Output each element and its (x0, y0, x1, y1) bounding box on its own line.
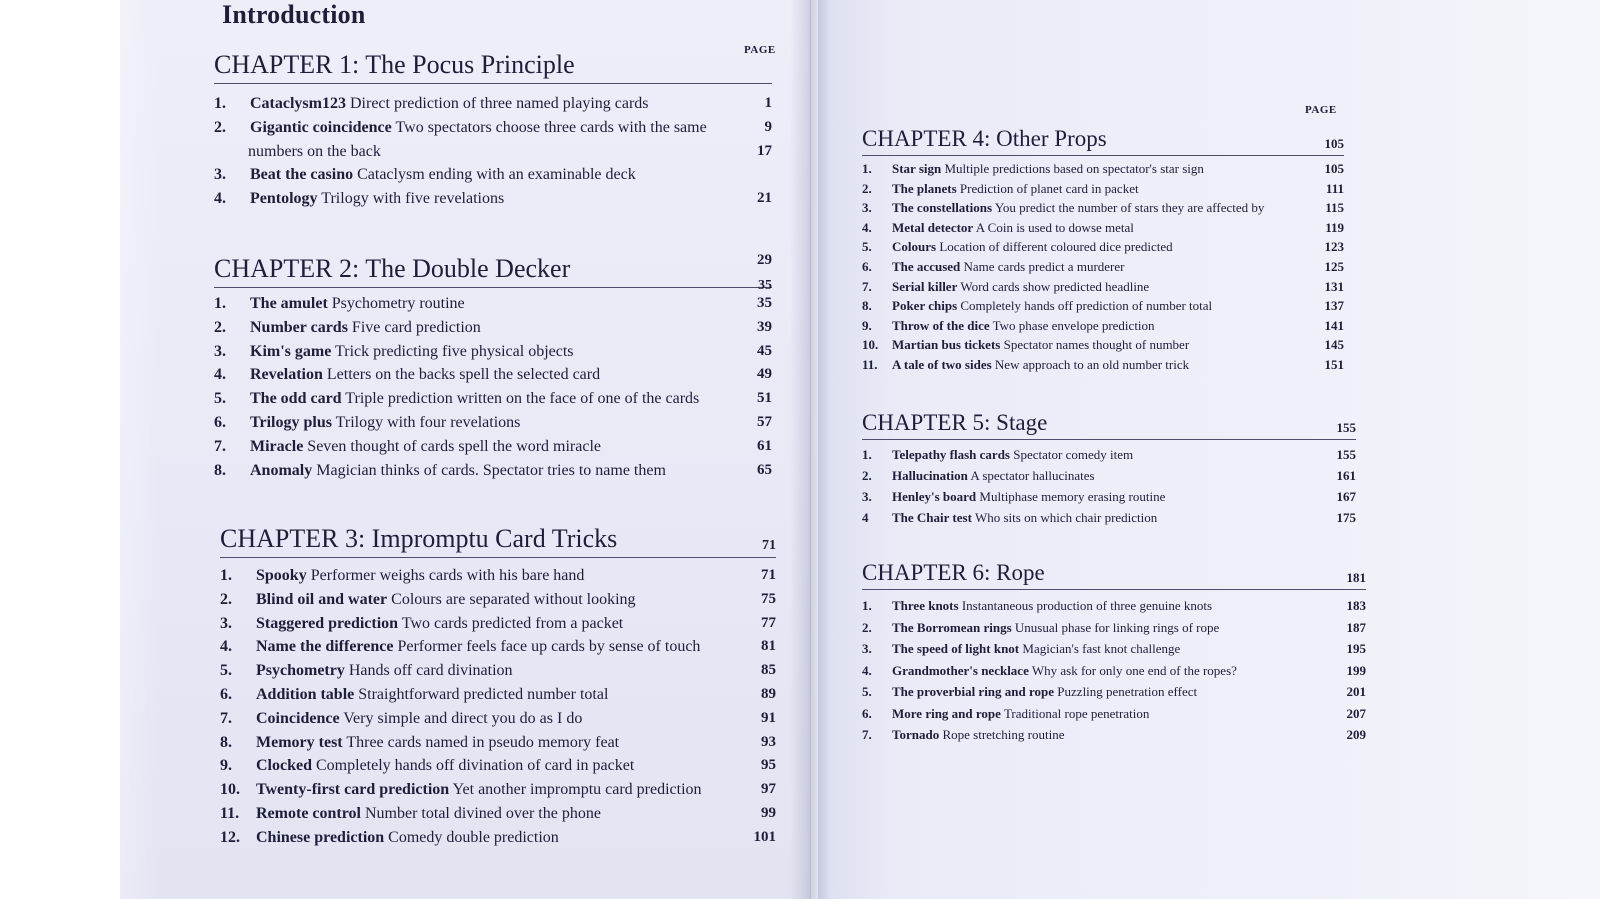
chapter-page-number: 181 (1346, 570, 1366, 585)
entry-page-number: 85 (761, 662, 776, 679)
entry-number: 2. (862, 180, 872, 196)
chapter-5 (862, 404, 1356, 528)
entry-name: Poker chips (892, 298, 958, 314)
entry-name: Cataclysm123 (250, 95, 346, 112)
toc-entry[interactable] (220, 635, 776, 659)
entry-name: Beat the casino (250, 166, 354, 184)
entry-page-number: 187 (1346, 619, 1366, 635)
entry-number: 5. (214, 390, 226, 408)
entry-page-number: 93 (761, 733, 776, 750)
entry-number: 3. (862, 641, 872, 656)
entry-name: Remote control (256, 804, 361, 822)
toc-entry[interactable] (214, 340, 772, 364)
entry-page-number: 65 (757, 461, 772, 478)
entry-name: Psychometry (256, 662, 345, 680)
entry-description: Traditional rope penetration (1000, 705, 1150, 721)
entry-page-number: 183 (1346, 598, 1366, 613)
entry-name: The odd card (250, 390, 342, 408)
orphan-page-number: 29 (757, 252, 772, 268)
chapter-page-number: 105 (1324, 136, 1344, 151)
entry-page-number: 57 (757, 413, 772, 430)
toc-entry[interactable] (862, 316, 1344, 336)
toc-entry[interactable] (214, 163, 772, 187)
entry-number: 1. (862, 161, 872, 176)
entry-name: A tale of two sides (892, 356, 992, 372)
entry-description: Trilogy with four revelations (331, 413, 521, 431)
entry-list (214, 92, 772, 211)
entry-page-number: 175 (1336, 510, 1356, 525)
entry-description: Three cards named in pseudo memory feat (342, 733, 620, 751)
page-column-label-right: PAGE (1305, 104, 1337, 116)
chapter-page-number: 35 (758, 278, 772, 293)
toc-entry[interactable] (862, 638, 1366, 660)
left-edge-fade (0, 0, 160, 899)
entry-description: Yet another impromptu card prediction (449, 781, 702, 799)
toc-entry[interactable] (862, 660, 1366, 682)
entry-number: 6. (862, 258, 872, 274)
toc-entry[interactable] (862, 355, 1344, 375)
entry-page-number: 35 (757, 295, 772, 311)
entry-description: Seven thought of cards spell the word miracle (303, 437, 601, 455)
entry-number: 2. (220, 590, 232, 608)
chapter-header (862, 554, 1366, 586)
toc-entry[interactable] (220, 659, 776, 683)
entry-name: Revelation (250, 366, 323, 384)
entry-number: 4. (862, 219, 872, 235)
entry-number: 4. (214, 366, 226, 384)
entry-description: Trilogy with five revelations (317, 190, 505, 208)
entry-list (220, 564, 776, 850)
entry-description: Two spectators choose three cards with the same (391, 118, 707, 136)
entry-list (862, 159, 1344, 375)
entry-name: Addition table (256, 685, 355, 703)
entry-description: Spectator names thought of number (1000, 337, 1190, 353)
entry-description: Completely hands off divination of card in packet (312, 757, 635, 775)
entry-description: Magician's fast knot challenge (1019, 641, 1181, 656)
toc-entry[interactable] (862, 179, 1344, 199)
toc-entry[interactable] (220, 612, 776, 636)
entry-description: A spectator hallucinates (967, 468, 1095, 483)
chapter-rule (214, 287, 772, 288)
entry-number: 10. (220, 781, 240, 799)
chapter-title: CHAPTER 3: Impromptu Card Tricks (220, 524, 618, 553)
entry-number: 4. (862, 662, 872, 678)
entry-number: 5. (220, 662, 232, 680)
toc-entry[interactable] (862, 296, 1344, 316)
entry-description: Instantaneous production of three genuine knots (958, 598, 1213, 613)
entry-name: The proverbial ring and rope (892, 684, 1055, 699)
toc-entry[interactable] (862, 703, 1366, 725)
entry-description: Performer feels face up cards by sense of touch (393, 638, 701, 656)
chapter-title: CHAPTER 2: The Double Decker (214, 254, 571, 283)
entry-number: 2. (862, 619, 872, 635)
page-column-label-left: PAGE (744, 44, 776, 56)
chapter-2 (214, 250, 772, 482)
entry-number: 2. (214, 318, 226, 336)
toc-entry[interactable] (214, 187, 772, 211)
entry-name: The amulet (250, 295, 328, 312)
entry-page-number: 131 (1324, 278, 1344, 294)
entry-number: 4 (862, 510, 869, 525)
toc-entry[interactable] (214, 459, 772, 483)
entry-description: Comedy double prediction (384, 828, 559, 846)
entry-description: New approach to an old number trick (991, 356, 1190, 372)
entry-description: Two cards predicted from a packet (398, 614, 624, 632)
chapter-4 (862, 120, 1344, 375)
entry-description: Performer weighs cards with his bare hand (306, 567, 585, 584)
entry-page-number: 123 (1324, 239, 1344, 255)
entry-description: Psychometry routine (327, 295, 465, 312)
toc-entry[interactable] (862, 159, 1344, 179)
entry-description: Direct prediction of three named playing cards (345, 95, 649, 112)
entry-description: Number total divined over the phone (361, 804, 601, 822)
entry-page-number: 105 (1324, 161, 1344, 176)
entry-page-number: 201 (1346, 684, 1366, 699)
chapter-title: CHAPTER 4: Other Props (862, 126, 1107, 151)
entry-name: Number cards (250, 318, 348, 336)
entry-description: Five card prediction (347, 318, 481, 336)
entry-page-number: 81 (761, 638, 776, 655)
entry-name: The Chair test (892, 510, 972, 525)
toc-entry[interactable] (214, 292, 772, 316)
entry-name: Twenty-first card prediction (256, 781, 450, 799)
chapter-rule (862, 155, 1344, 156)
entry-description: A Coin is used to dowse metal (973, 219, 1134, 235)
entry-name: Henley's board (892, 489, 977, 504)
chapter-title: CHAPTER 1: The Pocus Principle (214, 50, 575, 79)
entry-name: The planets (892, 180, 957, 196)
entry-page-number: 111 (1325, 180, 1344, 196)
toc-entry[interactable] (220, 707, 776, 731)
entry-page-number: 89 (761, 685, 776, 702)
toc-entry[interactable] (220, 754, 776, 778)
toc-entry[interactable] (862, 277, 1344, 297)
toc-entry[interactable] (220, 588, 776, 612)
entry-page-number: 61 (757, 437, 772, 454)
toc-entry[interactable] (214, 435, 772, 459)
toc-entry[interactable] (862, 218, 1344, 238)
toc-entry[interactable] (862, 465, 1356, 486)
entry-description: Straightforward predicted number total (354, 685, 609, 703)
entry-number: 7. (862, 727, 872, 742)
toc-entry[interactable] (220, 683, 776, 707)
entry-page-number: 101 (753, 828, 776, 845)
toc-entry[interactable] (220, 826, 776, 850)
entry-description: Triple prediction written on the face of one of the cards (341, 390, 700, 408)
toc-entry[interactable] (220, 802, 776, 826)
toc-entry[interactable] (862, 257, 1344, 277)
entry-name: Name the difference (256, 638, 394, 656)
page-heading: Introduction (222, 0, 366, 29)
entry-name: The accused (892, 258, 961, 274)
entry-page-number: 51 (757, 390, 772, 407)
entry-number: 10. (862, 337, 879, 353)
toc-entry[interactable] (862, 724, 1366, 746)
entry-page-number: 145 (1324, 337, 1344, 353)
entry-number: 6. (220, 685, 232, 703)
entry-number: 1. (220, 567, 232, 584)
entry-number: 5. (862, 684, 872, 699)
entry-page-number: 17 (757, 142, 772, 159)
entry-description: Hands off card divination (344, 662, 513, 680)
toc-entry[interactable] (220, 564, 776, 588)
entry-number: 6. (862, 705, 872, 721)
entry-page-number: 195 (1346, 641, 1366, 656)
entry-description: Multiphase memory erasing routine (976, 489, 1166, 504)
entry-page-number: 39 (757, 318, 772, 335)
entry-description: Very simple and direct you do as I do (339, 709, 583, 727)
toc-entry[interactable] (862, 595, 1366, 617)
entry-name: Trilogy plus (250, 413, 332, 431)
entry-number: 7. (220, 709, 232, 727)
toc-entry[interactable] (862, 486, 1356, 507)
entry-number: 3. (214, 342, 226, 360)
chapter-header (220, 520, 776, 554)
entry-number: 11. (862, 356, 878, 372)
toc-entry[interactable] (214, 411, 772, 435)
entry-number: 5. (862, 239, 872, 255)
entry-number: 7. (214, 437, 226, 455)
entry-description: Trick predicting five physical objects (331, 342, 574, 360)
entry-page-number: 71 (761, 567, 776, 583)
entry-name: Colours (892, 239, 937, 255)
entry-number: 1. (862, 447, 872, 462)
entry-name: Gigantic coincidence (250, 118, 392, 136)
entry-name: Star sign (892, 161, 942, 176)
entry-description: Completely hands off prediction of number total (957, 298, 1213, 314)
entry-page-number: 115 (1325, 200, 1344, 216)
entry-name: Metal detector (892, 219, 974, 235)
entry-name: Martian bus tickets (892, 337, 1001, 353)
entry-name: Kim's game (250, 342, 332, 360)
entry-name: The Borromean rings (892, 619, 1012, 635)
entry-name: Pentology (250, 190, 318, 208)
entry-description: Cataclysm ending with an examinable deck (353, 166, 636, 184)
entry-description: Colours are separated without looking (387, 590, 636, 608)
toc-entry[interactable] (214, 316, 772, 340)
entry-name: The constellations (892, 200, 993, 216)
entry-page-number: 199 (1346, 662, 1366, 678)
entry-number: 8. (862, 298, 872, 314)
entry-page-number: 77 (761, 614, 776, 631)
entry-description: Prediction of planet card in packet (956, 180, 1139, 196)
chapter-page-number: 71 (762, 538, 776, 553)
toc-entry[interactable] (862, 335, 1344, 355)
toc-entry[interactable] (220, 778, 776, 802)
entry-name: Hallucination (892, 468, 968, 483)
chapter-page-number: 155 (1336, 420, 1356, 435)
entry-name: Staggered prediction (256, 614, 399, 632)
entry-page-number: 167 (1336, 489, 1356, 504)
toc-entry[interactable] (220, 731, 776, 755)
entry-page-number: 99 (761, 804, 776, 821)
entry-number: 1. (214, 95, 226, 112)
toc-entry[interactable] (214, 92, 772, 116)
chapter-rule (862, 439, 1356, 440)
entry-number: 7. (862, 278, 872, 294)
entry-page-number: 49 (757, 366, 772, 383)
chapter-1 (214, 46, 772, 268)
entry-page-number: 97 (761, 781, 776, 798)
entry-number: 1. (862, 598, 872, 613)
entry-list (862, 595, 1366, 746)
chapter-header (862, 120, 1344, 152)
entry-number: 3. (214, 166, 226, 184)
entry-number: 12. (220, 828, 240, 846)
chapter-header (214, 46, 772, 80)
entry-name: Tornado (892, 727, 940, 742)
entry-page-number: 1 (764, 95, 772, 111)
entry-description: You predict the number of stars they are affected by (992, 200, 1265, 216)
toc-entry[interactable] (214, 387, 772, 411)
entry-description: Unusual phase for linking rings of rope (1011, 619, 1220, 635)
entry-name: Throw of the dice (892, 317, 990, 333)
entry-page-number: 137 (1324, 298, 1344, 314)
entry-description: Name cards predict a murderer (960, 258, 1125, 274)
entry-description: Puzzling penetration effect (1054, 684, 1198, 699)
toc-entry[interactable] (862, 237, 1344, 257)
chapter-rule (214, 83, 772, 84)
entry-name: Anomaly (250, 461, 313, 479)
chapter-6 (862, 554, 1366, 746)
entry-number: 2. (862, 468, 872, 483)
entry-name: Chinese prediction (256, 828, 385, 846)
entry-number: 3. (862, 489, 872, 504)
entry-number: 2. (214, 118, 226, 136)
entry-name: Memory test (256, 733, 343, 751)
entry-name: Serial killer (892, 278, 958, 294)
entry-list (862, 444, 1356, 528)
entry-description: Word cards show predicted headline (957, 278, 1150, 294)
entry-description-continued: numbers on the back (248, 142, 381, 160)
entry-number: 3. (862, 200, 872, 216)
chapter-header (862, 404, 1356, 436)
entry-page-number: 155 (1336, 447, 1356, 462)
entry-name: Blind oil and water (256, 590, 388, 608)
entry-name: Coincidence (256, 709, 340, 727)
chapter-rule (220, 557, 776, 558)
entry-description: Magician thinks of cards. Spectator tries to name them (312, 461, 666, 479)
toc-entry-continuation[interactable] (214, 140, 772, 164)
entry-number: 4. (220, 638, 232, 656)
entry-page-number: 125 (1324, 258, 1344, 274)
entry-number: 11. (220, 804, 240, 822)
entry-description: Rope stretching routine (939, 727, 1065, 742)
entry-page-number: 45 (757, 342, 772, 359)
toc-entry[interactable] (862, 444, 1356, 465)
toc-entry[interactable] (862, 198, 1344, 218)
entry-number: 4. (214, 190, 226, 208)
entry-page-number: 95 (761, 757, 776, 774)
entry-page-number: 75 (761, 590, 776, 607)
entry-name: Three knots (892, 598, 959, 613)
entry-page-number: 119 (1325, 219, 1344, 235)
entry-number: 8. (214, 461, 226, 479)
entry-name: More ring and rope (892, 705, 1001, 721)
entry-description: Spectator comedy item (1009, 447, 1134, 462)
entry-number: 8. (220, 733, 232, 751)
entry-description: Letters on the backs spell the selected card (322, 366, 601, 384)
entry-description: Two phase envelope prediction (989, 317, 1155, 333)
entry-page-number: 207 (1346, 705, 1366, 721)
entry-number: 1. (214, 295, 226, 312)
entry-number: 9. (862, 317, 872, 333)
entry-name: Clocked (256, 757, 312, 775)
chapter-rule (862, 589, 1366, 590)
toc-entry[interactable] (862, 681, 1366, 703)
chapter-header (214, 250, 772, 293)
entry-page-number: 151 (1324, 356, 1344, 372)
entry-name: The speed of light knot (892, 641, 1020, 656)
entry-page-number: 9 (764, 118, 772, 135)
entry-page-number: 21 (757, 190, 772, 207)
chapter-title: CHAPTER 6: Rope (862, 560, 1045, 585)
entry-description: Who sits on which chair prediction (971, 510, 1158, 525)
entry-name: Spooky (256, 567, 307, 584)
entry-list (214, 292, 772, 482)
entry-name: Telepathy flash cards (892, 447, 1010, 462)
entry-description: Location of different coloured dice predicted (936, 239, 1173, 255)
entry-number: 3. (220, 614, 232, 632)
toc-entry[interactable] (214, 116, 772, 140)
entry-description: Multiple predictions based on spectator's star sign (941, 161, 1204, 176)
book-spine-shadow (790, 0, 830, 899)
entry-page-number: 91 (761, 709, 776, 726)
entry-page-number: 141 (1324, 317, 1344, 333)
entry-number: 6. (214, 413, 226, 431)
toc-entry[interactable] (214, 363, 772, 387)
chapter-3 (220, 520, 776, 850)
entry-page-number: 161 (1336, 468, 1356, 483)
entry-name: Grandmother's necklace (892, 662, 1029, 678)
entry-page-number: 209 (1346, 727, 1366, 742)
chapter-title: CHAPTER 5: Stage (862, 410, 1048, 435)
entry-name: Miracle (250, 437, 304, 455)
entry-description: Why ask for only one end of the ropes? (1028, 662, 1237, 678)
entry-number: 9. (220, 757, 232, 775)
toc-entry[interactable] (862, 507, 1356, 528)
toc-entry[interactable] (862, 617, 1366, 639)
